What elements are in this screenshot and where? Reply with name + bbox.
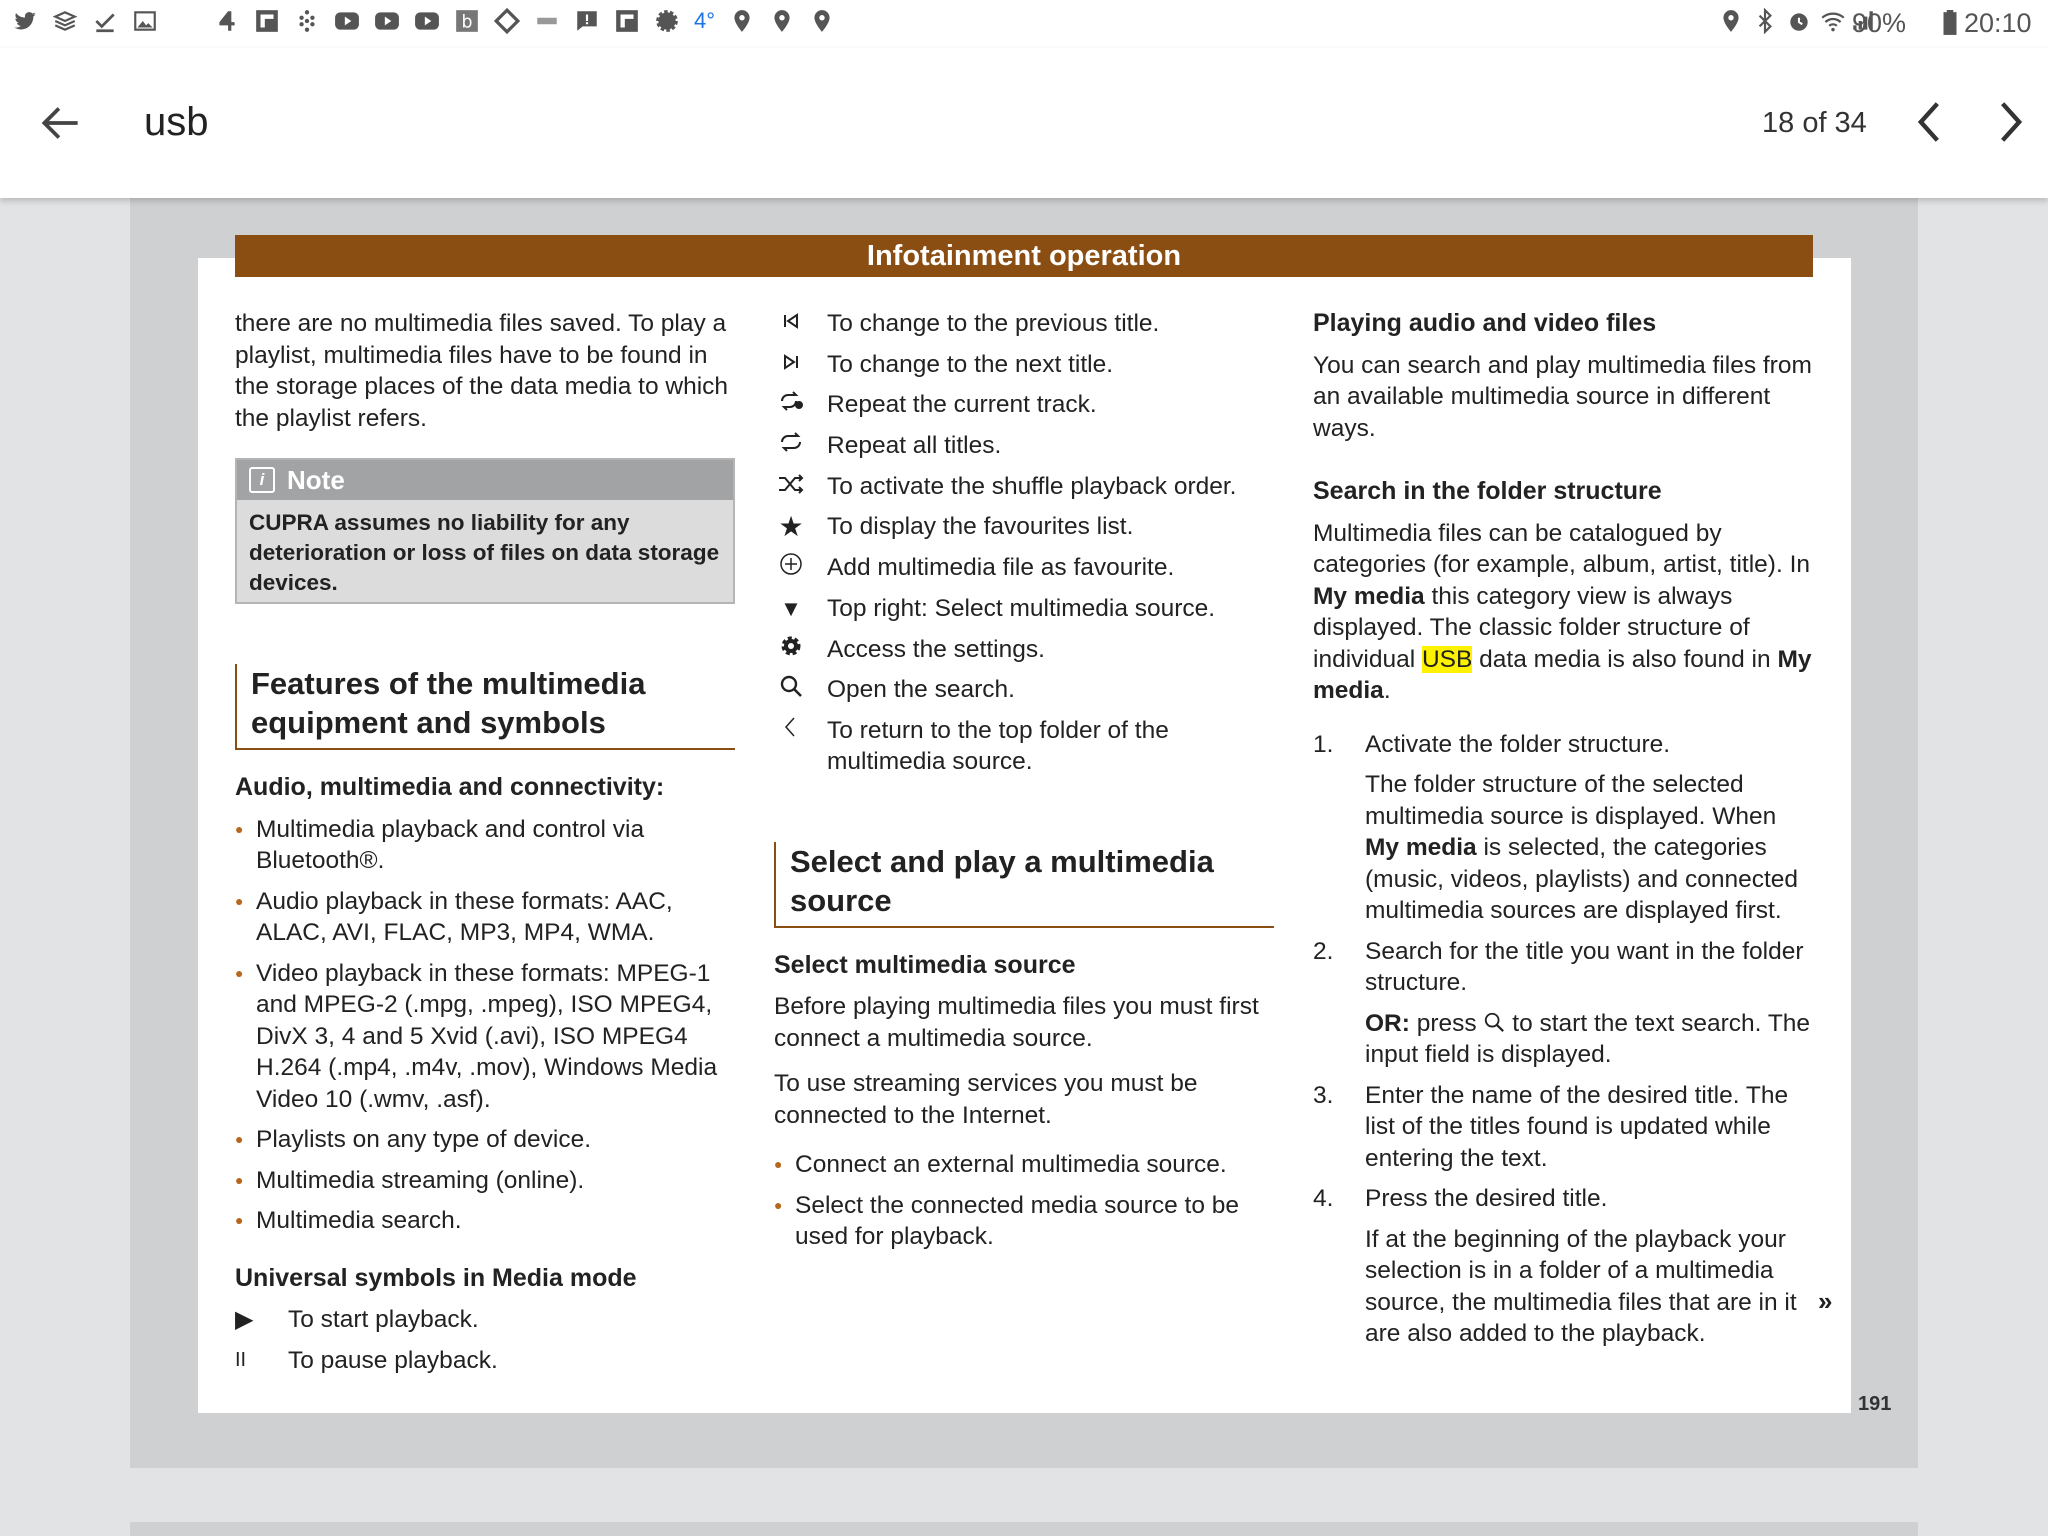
symbol-text: Open the search. (827, 676, 1015, 704)
list-item: ● Playlists on any type of device. (235, 1124, 735, 1156)
list-item: ● Multimedia playback and control via Bluetooth®. (235, 814, 735, 877)
alert-icon (574, 8, 600, 34)
text-run: this category view is always displayed. The classic folder structure of individual (1313, 582, 1750, 673)
step-text: Activate the folder structure. (1365, 730, 1671, 758)
symbol-row (774, 308, 1274, 349)
step-text: Enter the name of the desired title. The list of the titles found is updated while entering the text. (1365, 1081, 1789, 1172)
step-text: Search for the title you want in the folder structure. (1365, 937, 1804, 996)
bluetooth-icon (1752, 8, 1778, 34)
step-item (1313, 1183, 1813, 1215)
step-detail (1313, 769, 1813, 927)
chevron-left-icon (1908, 96, 1952, 148)
symbol-row (235, 1304, 735, 1345)
battery-percent: 90% (1852, 8, 1907, 38)
previous-match-button[interactable] (1908, 96, 1952, 148)
twitter-icon (12, 8, 38, 34)
symbol-text: To pause playback. (288, 1346, 498, 1374)
symbol-text: Repeat the current track. (827, 391, 1097, 419)
symbol-row (774, 511, 1274, 552)
add-favourite-icon (774, 552, 808, 585)
note-body: CUPRA assumes no liability for any deterioration or loss of files on data storage devices. (249, 510, 720, 595)
paragraph: You can search and play multimedia files from an available multimedia source in different ways. (1313, 351, 1812, 442)
shuffle-icon (774, 471, 808, 503)
flipboard-icon (254, 8, 280, 34)
news-icon (534, 8, 560, 34)
page-counter: 18 of 34 (1762, 107, 1867, 139)
list-item: ● Audio playback in these formats: AAC, ALAC, AVI, FLAC, MP3, MP4, WMA. (235, 886, 735, 949)
search-highlight[interactable]: USB (1421, 645, 1473, 673)
section-features (235, 664, 735, 750)
symbol-text: To display the favourites list. (827, 513, 1134, 541)
text-run: OR: (1365, 1009, 1410, 1037)
paragraph: Before playing multimedia files you must first connect a multimedia source. (774, 993, 1259, 1052)
page-number: 191 (1858, 1393, 1892, 1415)
text-run: My media (1365, 834, 1477, 861)
youtube-icon (374, 8, 400, 34)
location-icon (769, 8, 795, 34)
text-run: Multimedia files can be catalogued by categories (for example, album, artist, title). In (1313, 519, 1810, 578)
repeat-all-icon (774, 430, 808, 462)
text-run: is selected, the categories (music, videos, playlists) and connected multimedia sources are displayed first. (1365, 834, 1799, 924)
symbol-row (774, 634, 1274, 675)
steps-list (1313, 729, 1813, 1350)
step-detail (1313, 1008, 1813, 1071)
feature-list (235, 814, 735, 1237)
image-icon (132, 8, 158, 34)
previous-title-icon (774, 308, 808, 340)
step-number: 3. (1313, 1081, 1334, 1109)
symbol-row (774, 349, 1274, 390)
paragraph: To use streaming services you must be connected to the Internet. (774, 1070, 1198, 1129)
step-detail: If at the beginning of the playback your selection is in a folder of a multimedia source, the multimedia files that are in it are also added to the playback. (1365, 1225, 1797, 1347)
column-1 (235, 308, 735, 1385)
note-header (237, 460, 733, 500)
symbol-text: To return to the top folder of the multimedia source. (827, 716, 1169, 776)
list-item: ● Multimedia search. (235, 1205, 735, 1237)
step-item (1313, 1080, 1813, 1175)
section-title: Features of the multimedia equipment and symbols (251, 666, 646, 740)
list-item: ● Select the connected media source to be used for playback. (774, 1190, 1274, 1253)
youtube-icon (334, 8, 360, 34)
notification-icons (12, 8, 172, 34)
symbol-text: To change to the previous title. (827, 310, 1160, 337)
symbol-text: To activate the shuffle playback order. (827, 472, 1237, 500)
star-icon: ★ (778, 511, 804, 543)
alarm-icon (1786, 8, 1812, 34)
symbols-heading: Universal symbols in Media mode (235, 1263, 637, 1292)
next-title-icon (774, 349, 808, 381)
column-3 (1313, 308, 1813, 1350)
diamond-icon (494, 8, 520, 34)
chevron-right-icon (1988, 96, 2032, 148)
repeat-track-icon (774, 389, 808, 421)
search-icon (1483, 1010, 1505, 1037)
step-item (1313, 729, 1813, 761)
step-number: 4. (1313, 1185, 1334, 1212)
symbol-text: To start playback. (288, 1306, 479, 1333)
gear-icon (774, 634, 808, 667)
triangle-down-icon: ▼ (780, 595, 802, 621)
chevron-left-icon (774, 715, 808, 748)
pause-icon: II (235, 1348, 247, 1371)
search-icon (774, 674, 808, 707)
sub-heading: Audio, multimedia and connectivity: (235, 773, 665, 801)
battery-icon (1942, 10, 1958, 36)
sub-heading: Select multimedia source (774, 950, 1076, 979)
next-match-button[interactable] (1988, 96, 2032, 148)
intro-paragraph: there are no multimedia files saved. To play a playlist, multimedia files have to be found in the storage places of the data media to which the playlist refers. (235, 310, 729, 432)
b-icon (454, 8, 480, 34)
symbol-row (774, 674, 1274, 715)
list-item: ● Multimedia streaming (online). (235, 1165, 735, 1197)
symbol-row (774, 471, 1274, 512)
symbol-row (774, 552, 1274, 593)
text-run: My media (1313, 582, 1425, 610)
dots-icon (294, 8, 320, 34)
gear-icon (654, 8, 680, 34)
temperature-label: 4° (694, 8, 716, 33)
step-number: 2. (1313, 937, 1334, 965)
app-notification-icons (214, 8, 849, 34)
list-item: ● Video playback in these formats: MPEG-1 and MPEG-2 (.mpg, .mpeg), ISO MPEG4, DivX 3, 4 and 5 Xvid (.avi), ISO MPEG4 H.264 (.mp4, .m4v, .mov), Windows Media Video 10 (.wmv, .asf). (235, 958, 735, 1116)
paragraph (1313, 518, 1813, 707)
symbol-row (774, 593, 1274, 634)
clock: 20:10 (1964, 8, 2032, 38)
layers-icon (52, 8, 78, 34)
symbol-row (774, 389, 1274, 430)
flipboard-icon (614, 8, 640, 34)
symbol-text: Access the settings. (827, 635, 1045, 663)
wifi-icon (1820, 8, 1846, 34)
symbol-text: Add multimedia file as favourite. (827, 554, 1175, 582)
section-select-play (774, 842, 1274, 928)
column-2 (774, 308, 1274, 1262)
symbol-row (774, 715, 1274, 795)
text-run: data media is also found in (1472, 645, 1778, 673)
note-box (235, 458, 735, 604)
location-icon (729, 8, 755, 34)
text-run: My media (1313, 645, 1812, 704)
next-page-edge (130, 1522, 1918, 1536)
heading: Search in the folder structure (1313, 477, 1662, 505)
symbol-row (235, 1345, 735, 1386)
page-header: Infotainment operation (235, 235, 1813, 277)
text-run: . (1383, 677, 1391, 704)
channel4-icon (214, 8, 240, 34)
symbol-row (774, 430, 1274, 471)
section-title: Select and play a multimedia source (790, 843, 1214, 918)
step-item (1313, 936, 1813, 999)
text-run: The folder structure of the selected multimedia source is displayed. When (1365, 771, 1777, 830)
check-icon (92, 8, 118, 34)
info-icon: i (249, 467, 275, 493)
note-title: Note (287, 465, 345, 495)
play-icon: ▶ (235, 1306, 254, 1333)
location-icon (809, 8, 835, 34)
youtube-icon (414, 8, 440, 34)
status-bar (0, 0, 2048, 48)
continue-mark: » (1818, 1286, 1833, 1316)
location-icon (1718, 8, 1744, 34)
symbol-text: Repeat all titles. (827, 432, 1002, 460)
text-run: press (1409, 1009, 1484, 1037)
list-item: ● Connect an external multimedia source. (774, 1149, 1274, 1181)
text-run: to start the text search. The input field is displayed. (1365, 1009, 1811, 1068)
app-bar (0, 48, 2048, 198)
heading: Playing audio and video files (1313, 309, 1657, 337)
back-button[interactable] (36, 98, 86, 148)
document-title: usb (144, 100, 209, 144)
svg-text:b: b (461, 12, 473, 33)
step-text: Press the desired title. (1365, 1185, 1608, 1212)
arrow-back-icon (36, 98, 86, 148)
symbol-text: To change to the next title. (827, 350, 1114, 378)
step-number: 1. (1313, 730, 1334, 758)
symbol-text: Top right: Select multimedia source. (827, 594, 1216, 622)
